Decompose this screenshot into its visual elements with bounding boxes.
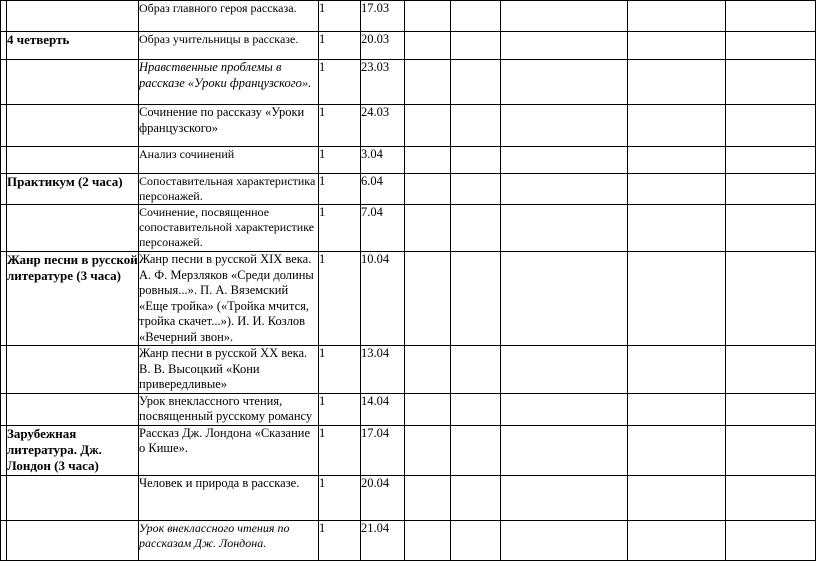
empty-cell: [726, 174, 816, 205]
empty-cell: [451, 475, 501, 520]
empty-cell: [405, 147, 451, 174]
empty-cell: [501, 1, 628, 32]
hours-cell: 1: [319, 346, 361, 394]
date-cell: 3.04: [361, 147, 405, 174]
empty-cell: [451, 1, 501, 32]
empty-cell: [451, 205, 501, 252]
table-row: [1, 60, 816, 105]
empty-cell: [726, 1, 816, 32]
date-cell: 6.04: [361, 174, 405, 205]
empty-cell: [628, 205, 726, 252]
empty-cell: [501, 393, 628, 425]
empty-cell: [628, 174, 726, 205]
empty-cell: [405, 393, 451, 425]
empty-cell: [628, 32, 726, 60]
empty-cell: [501, 425, 628, 475]
empty-cell: [451, 174, 501, 205]
table-row: [1, 174, 816, 205]
empty-cell: [405, 346, 451, 394]
date-cell: 14.04: [361, 393, 405, 425]
empty-cell: [628, 475, 726, 520]
empty-cell: [726, 147, 816, 174]
empty-cell: [501, 252, 628, 346]
section-cell: Практикум (2 часа): [7, 174, 139, 205]
empty-cell: [628, 346, 726, 394]
empty-cell: [501, 60, 628, 105]
date-cell: 17.03: [361, 1, 405, 32]
table-row: [1, 252, 816, 346]
section-cell: [7, 147, 139, 174]
empty-cell: [501, 475, 628, 520]
section-cell: [7, 346, 139, 394]
empty-cell: [451, 60, 501, 105]
table-row: [1, 147, 816, 174]
empty-cell: [628, 425, 726, 475]
empty-cell: [405, 425, 451, 475]
date-cell: 24.03: [361, 105, 405, 147]
empty-cell: [405, 475, 451, 520]
section-cell: [7, 105, 139, 147]
table-row: [1, 425, 816, 475]
hours-cell: 1: [319, 60, 361, 105]
hours-cell: 1: [319, 205, 361, 252]
empty-cell: [726, 393, 816, 425]
empty-cell: [726, 205, 816, 252]
empty-cell: [726, 425, 816, 475]
date-cell: 20.03: [361, 32, 405, 60]
empty-cell: [628, 393, 726, 425]
topic-cell: Сочинение, посвященное сопоставительной характеристике персонажей.: [139, 205, 319, 252]
date-cell: 21.04: [361, 520, 405, 560]
topic-cell: Сочинение по рассказу «Уроки французского»: [139, 105, 319, 147]
empty-cell: [501, 346, 628, 394]
empty-cell: [501, 147, 628, 174]
empty-cell: [451, 105, 501, 147]
empty-cell: [628, 105, 726, 147]
empty-cell: [726, 475, 816, 520]
hours-cell: 1: [319, 174, 361, 205]
topic-cell: Жанр песни в русской XIX века. А. Ф. Мерзляков «Среди долины ровныя...». П. А. Вяземский «Еще тройка» («Тройка мчится, тройка скачет...»). И. И. Козлов «Вечерний звон».: [139, 252, 319, 346]
empty-cell: [405, 174, 451, 205]
empty-cell: [405, 32, 451, 60]
empty-cell: [451, 32, 501, 60]
section-cell: [7, 60, 139, 105]
empty-cell: [726, 252, 816, 346]
hours-cell: 1: [319, 1, 361, 32]
empty-cell: [451, 147, 501, 174]
topic-cell: Образ учительницы в рассказе.: [139, 32, 319, 60]
empty-cell: [501, 205, 628, 252]
table-row: [1, 105, 816, 147]
section-cell: Зарубежная литература. Дж. Лондон (3 часа): [7, 425, 139, 475]
table-row: [1, 393, 816, 425]
empty-cell: [451, 393, 501, 425]
empty-cell: [405, 205, 451, 252]
section-cell: [7, 205, 139, 252]
empty-cell: [405, 105, 451, 147]
topic-cell: Образ главного героя рассказа.: [139, 1, 319, 32]
section-cell: 4 четверть: [7, 32, 139, 60]
empty-cell: [628, 520, 726, 560]
hours-cell: 1: [319, 393, 361, 425]
table-row: [1, 475, 816, 520]
empty-cell: [405, 520, 451, 560]
topic-cell: Сопоставительная характеристика персонажей.: [139, 174, 319, 205]
empty-cell: [726, 60, 816, 105]
section-cell: [7, 475, 139, 520]
hours-cell: 1: [319, 475, 361, 520]
empty-cell: [501, 32, 628, 60]
empty-cell: [405, 252, 451, 346]
empty-cell: [451, 346, 501, 394]
empty-cell: [726, 105, 816, 147]
hours-cell: 1: [319, 105, 361, 147]
empty-cell: [726, 32, 816, 60]
topic-cell: Урок внеклассного чтения по рассказам Дж. Лондона.: [139, 520, 319, 560]
table-row: [1, 520, 816, 560]
empty-cell: [726, 346, 816, 394]
section-cell: Жанр песни в русской литературе (3 часа): [7, 252, 139, 346]
empty-cell: [628, 147, 726, 174]
topic-cell: Нравственные проблемы в рассказе «Уроки французского».: [139, 60, 319, 105]
empty-cell: [628, 1, 726, 32]
topic-cell: Рассказ Дж. Лондона «Сказание о Кише».: [139, 425, 319, 475]
topic-cell: Урок внеклассного чтения, посвященный русскому романсу: [139, 393, 319, 425]
empty-cell: [501, 174, 628, 205]
date-cell: 13.04: [361, 346, 405, 394]
date-cell: 10.04: [361, 252, 405, 346]
empty-cell: [451, 252, 501, 346]
empty-cell: [628, 60, 726, 105]
section-cell: [7, 520, 139, 560]
empty-cell: [501, 520, 628, 560]
topic-cell: Жанр песни в русской XX века. В. В. Высоцкий «Кони привередливые»: [139, 346, 319, 394]
date-cell: 20.04: [361, 475, 405, 520]
section-cell: [7, 393, 139, 425]
table-row: [1, 346, 816, 394]
section-cell: [7, 1, 139, 32]
hours-cell: 1: [319, 147, 361, 174]
empty-cell: [501, 105, 628, 147]
date-cell: 23.03: [361, 60, 405, 105]
empty-cell: [405, 1, 451, 32]
table-row: [1, 205, 816, 252]
hours-cell: 1: [319, 32, 361, 60]
empty-cell: [451, 520, 501, 560]
empty-cell: [405, 60, 451, 105]
empty-cell: [726, 520, 816, 560]
date-cell: 7.04: [361, 205, 405, 252]
topic-cell: Анализ сочинений: [139, 147, 319, 174]
empty-cell: [628, 252, 726, 346]
topic-cell: Человек и природа в рассказе.: [139, 475, 319, 520]
date-cell: 17.04: [361, 425, 405, 475]
hours-cell: 1: [319, 520, 361, 560]
hours-cell: 1: [319, 252, 361, 346]
table-row: [1, 1, 816, 32]
empty-cell: [451, 425, 501, 475]
table-row: [1, 32, 816, 60]
hours-cell: 1: [319, 425, 361, 475]
